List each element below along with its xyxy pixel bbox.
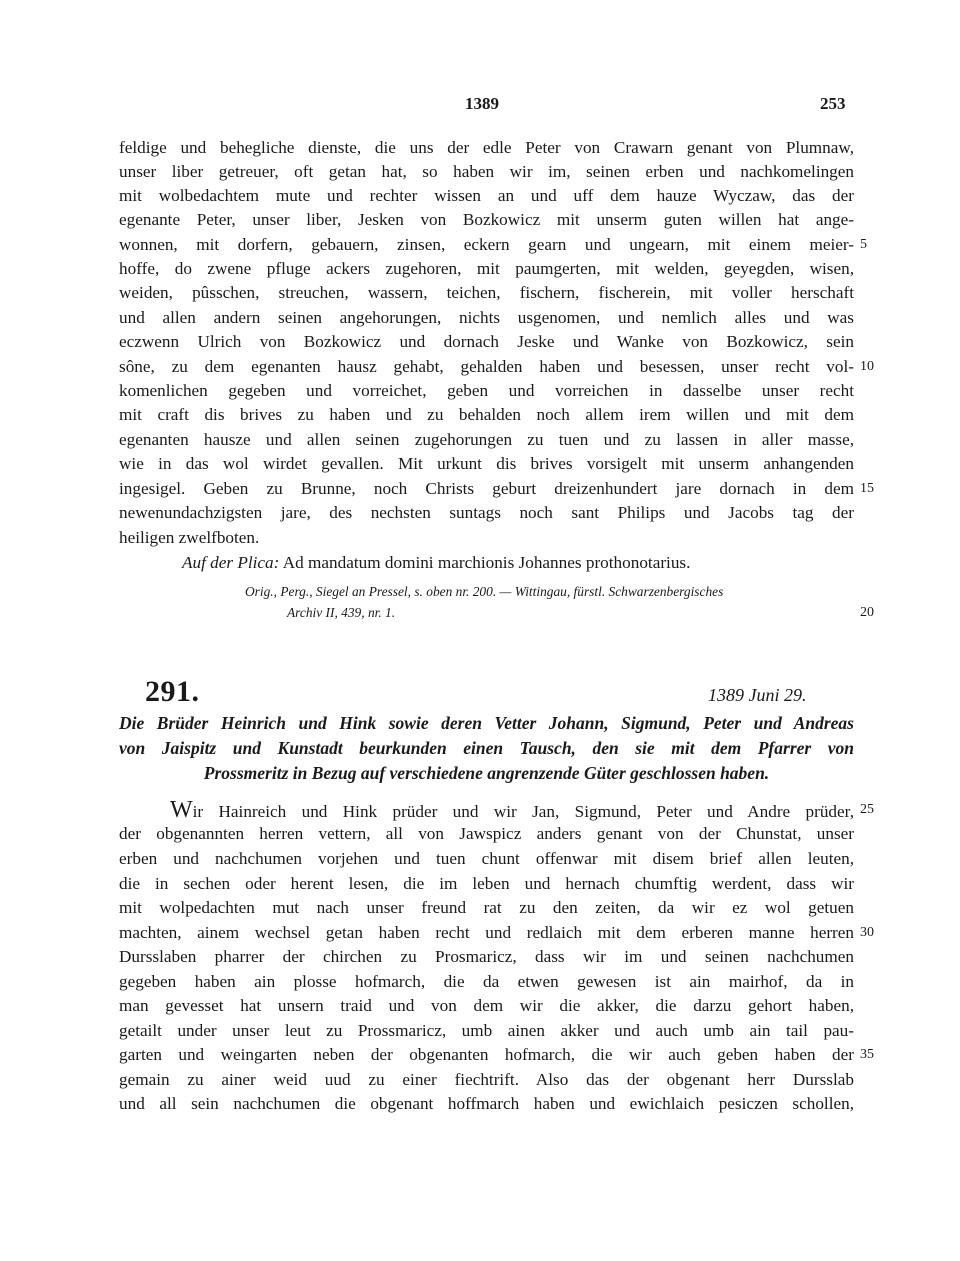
text-line: wie in das wol wirdet gevallen. Mit urkunt dis brives vorsigelt mit unserm anhangenden [119,454,854,473]
line-number: 25 [860,802,874,817]
text-line: erben und nachchumen vorjehen und tuen chunt offenwar mit disem brief allen leuten, [119,849,854,868]
first-text-line [170,798,854,822]
summary-line: Die Brüder Heinrich und Hink sowie deren Vetter Johann, Sigmund, Peter und Andreas [119,713,854,733]
text-line: egenanten hausze und allen seinen zugehorungen zu tuen und zu lassen in aller masse, [119,430,854,449]
line-number: 30 [860,925,874,940]
line-number: 10 [860,359,874,374]
source-note-line: Archiv II, 439, nr. 1. [287,605,396,620]
plica-text: Ad mandatum domini marchionis Johannes prothonotarius. [282,553,691,572]
text-line: egenante Peter, unser liber, Jesken von Bozkowicz mit unserm guten willen hat ange- [119,210,854,229]
text-line: weiden, pûsschen, streuchen, wassern, teichen, fischern, fischerein, mit voller herschaft [119,283,854,302]
text-line: mit wolpedachten mut nach unser freund rat zu den zeiten, da wir ez wol getuen [119,898,854,917]
text-line: Dursslaben pharrer der chirchen zu Prosmaricz, dass wir im und seinen nachchumen [119,947,854,966]
text-line: sône, zu dem egenanten hausz gehabt, gehalden haben und besessen, unser recht vol- [119,357,854,376]
text-line: und allen andern seinen angehorungen, nichts usgenomen, und nemlich alles und was [119,308,854,327]
source-note-line: Orig., Perg., Siegel an Pressel, s. oben nr. 200. — Wittingau, fürstl. Schwarzenbergisches [245,584,724,599]
text-line: feldige und behegliche dienste, die uns der edle Peter von Crawarn genant von Plumnaw, [119,138,854,157]
document-date: 1389 Juni 29. [708,685,807,705]
text-line: gegeben haben ain plosse hofmarch, die da etwen gewesen ist ain mairhof, da in [119,972,854,991]
line-number: 35 [860,1047,874,1062]
text-line: unser liber getreuer, oft getan hat, so haben wir im, seinen erben und nachkomelingen [119,162,854,181]
text-line: gemain zu ainer weid uud zu einer fiechtrift. Also das der obgenant herr Dursslab [119,1070,854,1089]
running-head-year: 1389 [465,94,499,113]
text-line: eczwenn Ulrich von Bozkowicz und dornach Jeske und Wanke von Bozkowicz, sein [119,332,854,351]
text-line: der obgenannten herren vettern, all von Jawspicz anders genant von der Chunstat, unser [119,824,854,843]
text-line: getailt under unser leut zu Prossmaricz, umb ainen akker und auch umb ain tail pau- [119,1021,854,1040]
text-line: heiligen zwelfboten. [119,528,260,547]
text-line: ingesigel. Geben zu Brunne, noch Christs geburt dreizenhundert jare dornach in dem [119,479,854,498]
text-line: hoffe, do zwene pfluge ackers zugehoren, mit paumgerten, mit welden, geyegden, wisen, [119,259,854,278]
text-line: man gevesset hat unsern traid und von dem wir die akker, die darzu gehort haben, [119,996,854,1015]
text-line: und all sein nachchumen die obgenant hoffmarch haben und ewichlaich pesiczen schollen, [119,1094,854,1113]
document-number: 291. [145,675,200,708]
line-number: 5 [860,237,867,252]
drop-cap: W [170,797,193,823]
text-line: newenundachzigsten jare, des nechsten suntags noch sant Philips und Jacobs tag der [119,503,854,522]
page-number: 253 [820,94,846,113]
text-line: wonnen, mit dorfern, gebauern, zinsen, eckern gearn und ungearn, mit einem meier- [119,235,854,254]
text-line: garten und weingarten neben der obgenanten hofmarch, die wir auch geben haben der [119,1045,854,1064]
first-line-text: ir Hainreich und Hink prüder und wir Jan, Sigmund, Peter und Andre prüder, [192,802,854,821]
line-number: 20 [860,605,874,620]
summary-line: von Jaispitz und Kunstadt beurkunden einen Tausch, den sie mit dem Pfarrer von [119,738,854,758]
text-line: komenlichen gegeben und vorreichet, geben und vorreichen in dasselbe unser recht [119,381,854,400]
summary-line: Prossmeritz in Bezug auf verschiedene angrenzende Güter geschlossen haben. [203,763,770,783]
text-line: die in sechen oder herent lesen, die im leben und hernach chumftig werdent, dass wir [119,874,854,893]
line-number: 15 [860,481,874,496]
plica-note [182,551,690,575]
plica-label: Auf der Plica: [182,553,280,572]
text-line: machten, ainem wechsel getan haben recht und redlaich mit dem erberen manne herren [119,923,854,942]
text-line: mit craft dis brives zu haben und zu behalden noch allem irem willen und mit dem [119,405,854,424]
text-line: mit wolbedachtem mute und rechter wissen an und uff dem hauze Wyczaw, das der [119,186,854,205]
